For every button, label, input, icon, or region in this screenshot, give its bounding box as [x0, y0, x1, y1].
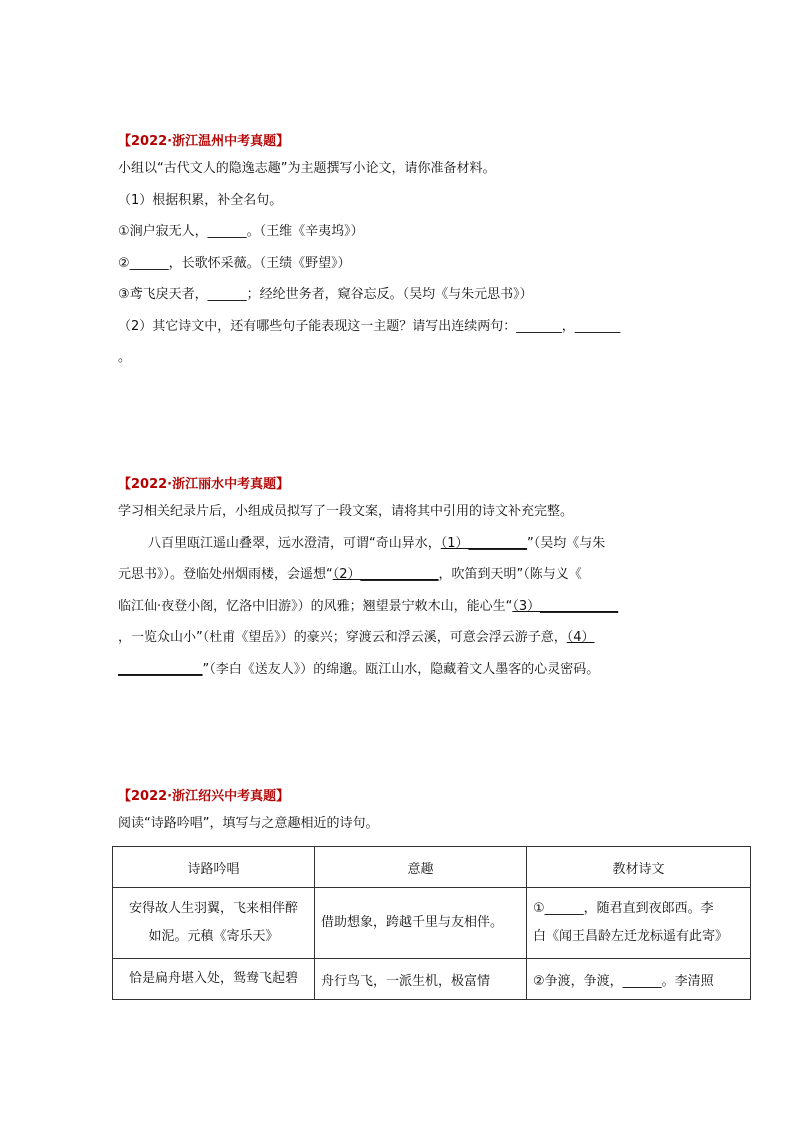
subquestion-2: （2）其它诗文中，还有哪些句子能表现这一主题？请写出连续两句：_______，_______	[118, 318, 621, 334]
table-row	[113, 888, 751, 959]
passage-text: ”（李白《送友人》）的绵邈。瓯江山水，隐藏着文人墨客的心灵密码。	[202, 661, 600, 677]
cell-line: ①______，随君直到夜郎西。李	[533, 901, 714, 916]
subquestion-2-end: 。	[118, 350, 132, 365]
cell-line: 安得故人生羽翼，飞来相伴醉	[128, 901, 298, 916]
table-cell	[315, 888, 527, 959]
passage-text: ，吹笛到天明”（陈与义《	[438, 567, 582, 583]
section-shaoxing	[118, 786, 758, 839]
fill-item-3: ③鸢飞戾天者，______；经纶世务者，窥谷忘反。（吴均《与朱元思书》）	[118, 287, 533, 302]
blank-4-line: _____________	[118, 661, 203, 677]
table-header: 意趣	[315, 847, 527, 888]
passage-text: 八百里瓯江遥山叠翠，远水澄清，可谓“奇山异水，	[148, 535, 441, 551]
blank-1: （1）_________	[440, 535, 528, 551]
section-header: 【2022·浙江温州中考真题】	[118, 134, 290, 149]
poetry-table	[112, 846, 751, 1000]
question-intro: 阅读“诗路吟唱”，填写与之意趣相近的诗句。	[118, 816, 379, 831]
cell-line: 借助想象，跨越千里与友相伴。	[321, 915, 504, 930]
section-header: 【2022·浙江绍兴中考真题】	[118, 789, 290, 804]
passage-text: ”（吴均《与朱	[527, 535, 606, 551]
table-cell	[527, 888, 751, 959]
passage-text: 元思书》）。登临处州烟雨楼，会遥想“	[118, 567, 333, 583]
subquestion-1: （1）根据积累，补全名句。	[118, 192, 283, 208]
blank-2: （2）____________	[332, 567, 439, 583]
table-header-row	[113, 847, 751, 888]
question-intro: 小组以“古代文人的隐逸志趣”为主题撰写小论文，请你准备材料。	[118, 161, 496, 176]
blank-4: （4）	[566, 630, 595, 646]
cell-line: ②争渡，争渡，______。李清照	[533, 973, 714, 989]
section-header: 【2022·浙江丽水中考真题】	[118, 477, 290, 492]
section-lishui	[118, 474, 758, 685]
question-intro: 学习相关纪录片后，小组成员拟写了一段文案，请将其中引用的诗文补充完整。	[118, 504, 574, 519]
table-header: 教材诗文	[527, 847, 751, 888]
passage-text: 临江仙·夜登小阁，忆洛中旧游》）的风雅；翘望景宁敕木山，能心生“	[118, 598, 513, 614]
passage-text: ，一览众山小”（杜甫《望岳》）的豪兴；穿渡云和浮云溪，可意会浮云游子意，	[118, 630, 567, 646]
table-row	[113, 959, 751, 1000]
cell-line: 恰是扁舟堪入处，鸳鸯飞起碧	[128, 971, 298, 986]
cell-line: 舟行鸟飞，一派生机，极富情	[321, 973, 491, 989]
fill-item-2: ②______，长歌怀采薇。（王绩《野望》）	[118, 255, 351, 271]
blank-3: （3）____________	[512, 598, 619, 614]
table-cell	[113, 888, 315, 959]
cell-line: 白《闻王昌龄左迁龙标遥有此寄》	[533, 929, 729, 944]
table-header: 诗路吟唱	[113, 847, 315, 888]
cell-line: 如泥。元稹《寄乐天》	[148, 929, 279, 944]
section-wenzhou	[118, 131, 758, 374]
table-cell	[527, 959, 751, 1000]
fill-item-1: ①涧户寂无人，______。（王维《辛夷坞》）	[118, 224, 364, 239]
passage	[118, 528, 758, 686]
table-cell	[315, 959, 527, 1000]
table-cell	[113, 959, 315, 1000]
